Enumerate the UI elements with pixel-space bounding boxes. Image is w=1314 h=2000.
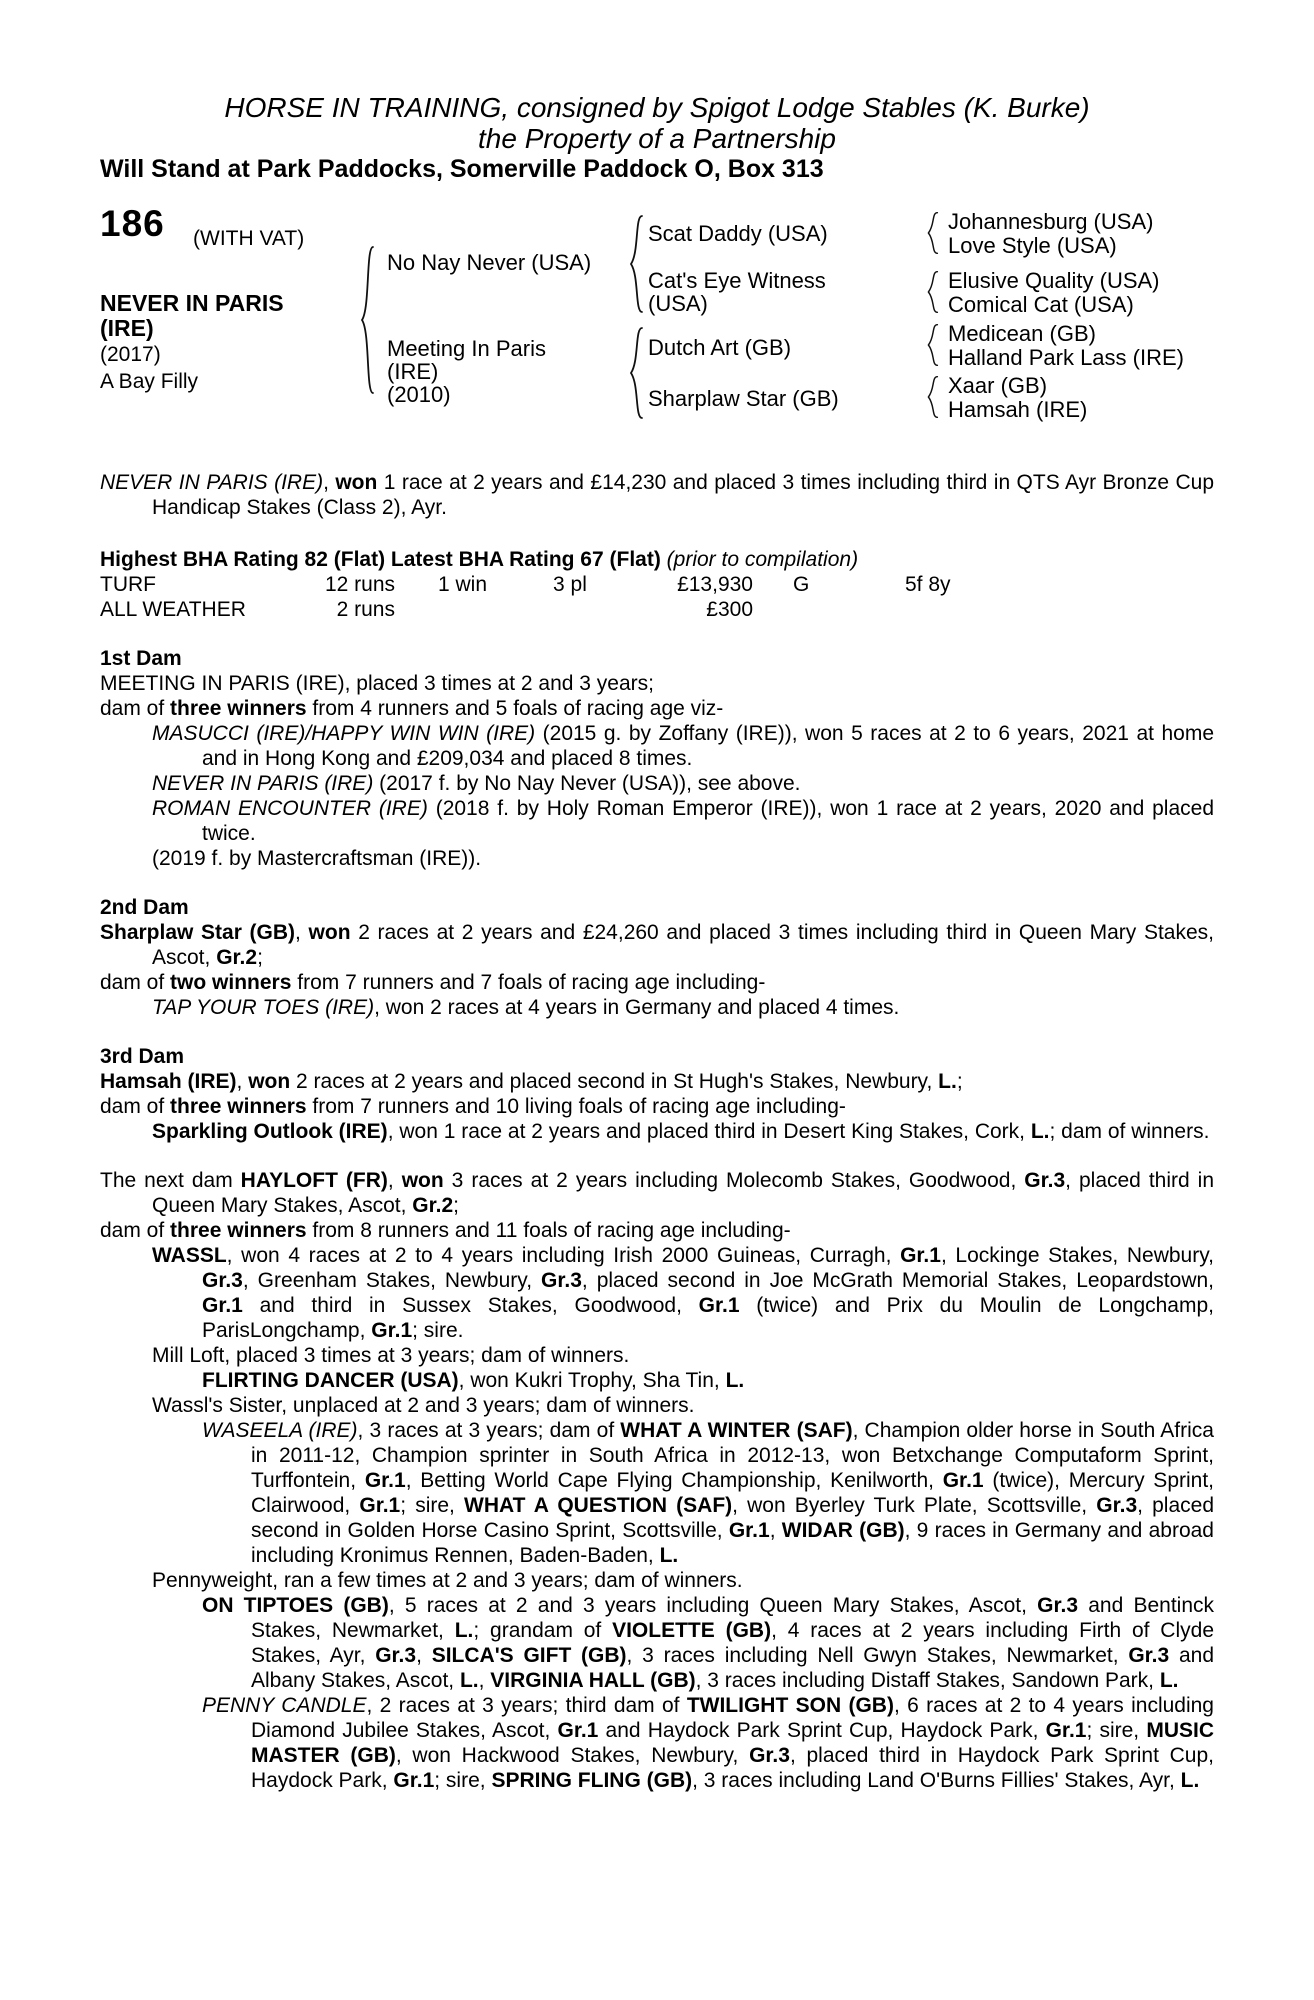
produce-waseela: WASEELA (IRE), 3 races at 3 years; dam of WHAT A WINTER (SAF), Champion older horse in South Africa in 2011-12, Champion sprinter in South Africa in 2012-13, won Betxchange Computaform Sprint, Turffontein, Gr.1, Betting World Cape Flying Championship, Kenilworth, Gr.1 (twice), Mercury Sprint, Clairwood, Gr.1; sire, WHAT A QUESTION (SAF), won Byerley Turk Plate, Scottsville, Gr.3, placed second in Golden Horse Casino Sprint, Scottsville, Gr.1, WIDAR (GB), 9 races in Germany and abroad including Kronimus Rennen, Baden-Baden, L. <box>202 1419 1215 1567</box>
produce-mill-loft: Mill Loft, placed 3 times at 3 years; dam of winners. <box>152 1344 630 1367</box>
second-dam-produce-intro: dam of two winners from 7 runners and 7 foals of racing age including- <box>100 971 766 994</box>
vat-note: (WITH VAT) <box>193 227 305 250</box>
great-grandparent-pair: Elusive Quality (USA) Comical Cat (USA) <box>948 268 1160 317</box>
grandparent-name: Sharplaw Star (GB) <box>648 386 839 411</box>
horse-name-block <box>100 291 284 395</box>
pedigree-table <box>100 203 1214 422</box>
produce-roman-encounter: ROMAN ENCOUNTER (IRE) (2018 f. by Holy Roman Emperor (IRE)), won 1 race at 2 years, 2020 and placed twice. <box>152 797 1215 845</box>
third-dam-race-record: Hamsah (IRE), won 2 races at 2 years and placed second in St Hugh's Stakes, Newbury, L.; <box>100 1070 963 1093</box>
first-dam-produce-intro: dam of three winners from 4 runners and 5 foals of racing age viz- <box>100 697 724 720</box>
great-grandparent-pair: Xaar (GB) Hamsah (IRE) <box>948 373 1088 422</box>
great-grandparent-pair: Johannesburg (USA) Love Style (USA) <box>948 209 1154 258</box>
third-dam-produce-intro: dam of three winners from 7 runners and 10 living foals of racing age including- <box>100 1095 846 1118</box>
produce-masucci: MASUCCI (IRE)/HAPPY WIN WIN (IRE) (2015 g. by Zoffany (IRE)), won 5 races at 2 to 6 years, 2021 at home and in Hong Kong and £209,034 and placed 8 times. <box>152 722 1214 770</box>
produce-2019-foal: (2019 f. by Mastercraftsman (IRE)). <box>152 847 482 870</box>
earnings-cell: £300 <box>706 598 753 621</box>
produce-wassl: WASSL, won 4 races at 2 to 4 years including Irish 2000 Guineas, Curragh, Gr.1, Lockinge Stakes, Newbury, Gr.3, Greenham Stakes, Newbury, Gr.3, placed second in Joe McGrath Memorial Stakes, Leopardstown, Gr.1 and third in Sussex Stakes, Goodwood, Gr.1 (twice) and Prix du Moulin de Longchamp, ParisLongchamp, Gr.1; sire. <box>152 1244 1214 1342</box>
property-line: the Property of a Partnership <box>478 123 836 154</box>
first-dam-race-record: MEETING IN PARIS (IRE), placed 3 times at 2 and 3 years; <box>100 672 654 695</box>
race-record-row <box>100 572 1214 597</box>
race-record: NEVER IN PARIS (IRE), won 1 race at 2 years and £14,230 and placed 3 times including third in QTS Ayr Bronze Cup Handicap Stakes (Class 2), Ayr. <box>100 471 1214 519</box>
surface-cell: TURF <box>100 573 156 596</box>
grandparent-name: Cat's Eye Witness (USA) <box>648 268 826 316</box>
next-dam-paragraph: The next dam HAYLOFT (FR), won 3 races at 2 years including Molecomb Stakes, Goodwood, Gr.3, placed third in Queen Mary Stakes, Ascot, Gr.2; <box>100 1169 1215 1217</box>
produce-sparkling-outlook: Sparkling Outlook (IRE), won 1 race at 2 years and placed third in Desert King Stakes, Cork, L.; dam of winners. <box>152 1120 1210 1143</box>
sire-dam-name: No Nay Never (USA) <box>387 250 592 275</box>
pedigree-brace <box>926 266 939 318</box>
sire-dam-name: Meeting In Paris (IRE) (2010) <box>387 336 546 407</box>
runs-cell: 12 runs <box>324 573 395 596</box>
pedigree-brace <box>628 327 644 419</box>
pedigree-brace <box>358 246 376 394</box>
produce-never-in-paris: NEVER IN PARIS (IRE) (2017 f. by No Nay Never (USA)), see above. <box>152 772 801 795</box>
runs-cell: 2 runs <box>336 598 395 621</box>
second-dam-race-record: Sharplaw Star (GB), won 2 races at 2 years and £24,260 and placed 3 times including third in Queen Mary Stakes, Ascot, Gr.2; <box>100 921 1214 969</box>
pedigree-brace <box>926 207 939 259</box>
pedigree-brace <box>628 215 644 313</box>
catalog-body <box>100 470 1214 1793</box>
bha-rating-heading: Highest BHA Rating 82 (Flat) Latest BHA Rating 67 (Flat) (prior to compilation) <box>100 548 859 571</box>
horse-name: NEVER IN PARIS <box>100 290 284 316</box>
produce-pennyweight: Pennyweight, ran a few times at 2 and 3 years; dam of winners. <box>152 1569 743 1592</box>
produce-penny-candle: PENNY CANDLE, 2 races at 3 years; third dam of TWILIGHT SON (GB), 6 races at 2 to 4 years including Diamond Jubilee Stakes, Ascot, Gr.1 and Haydock Park Sprint Cup, Haydock Park, Gr.1; sire, MUSIC MASTER (GB), won Hackwood Stakes, Newbury, Gr.3, placed third in Haydock Park Sprint Cup, Haydock Park, Gr.1; sire, SPRING FLING (GB), 3 races including Land O'Burns Fillies' Stakes, Ayr, L. <box>202 1694 1214 1792</box>
places-cell: 3 pl <box>553 573 587 596</box>
surface-cell: ALL WEATHER <box>100 598 246 621</box>
horse-description: A Bay Filly <box>100 370 199 393</box>
produce-wassls-sister: Wassl's Sister, unplaced at 2 and 3 years; dam of winners. <box>152 1394 695 1417</box>
produce-on-tiptoes: ON TIPTOES (GB), 5 races at 2 and 3 years including Queen Mary Stakes, Ascot, Gr.3 and Bentinck Stakes, Newmarket, L.; grandam of VIOLETTE (GB), 4 races at 2 years including Firth of Clyde Stakes, Ayr, Gr.3, SILCA'S GIFT (GB), 3 races including Nell Gwyn Stakes, Newmarket, Gr.3 and Albany Stakes, Ascot, L., VIRGINIA HALL (GB), 3 races including Distaff Stakes, Sandown Park, L. <box>202 1594 1215 1692</box>
second-dam-heading: 2nd Dam <box>100 896 189 919</box>
first-dam-heading: 1st Dam <box>100 647 182 670</box>
pedigree-brace <box>926 371 939 423</box>
earnings-cell: £13,930 <box>677 573 753 596</box>
produce-tap-your-toes: TAP YOUR TOES (IRE), won 2 races at 4 years in Germany and placed 4 times. <box>152 996 900 1019</box>
third-dam-heading: 3rd Dam <box>100 1045 185 1068</box>
stand-location-line: Will Stand at Park Paddocks, Somerville Paddock O, Box 313 <box>100 155 824 183</box>
produce-flirting-dancer: FLIRTING DANCER (USA), won Kukri Trophy, Sha Tin, L. <box>202 1369 745 1392</box>
pedigree-brace <box>926 319 939 371</box>
grandparent-name: Scat Daddy (USA) <box>648 221 828 246</box>
horse-name-suffix: (IRE) <box>100 315 154 341</box>
lot-number: 186 <box>100 203 165 244</box>
horse-year: (2017) <box>100 343 161 366</box>
wins-cell: 1 win <box>438 573 488 596</box>
race-record-row <box>100 597 1214 622</box>
grandparent-name: Dutch Art (GB) <box>648 335 792 360</box>
consignor-line: HORSE IN TRAINING, consigned by Spigot Lodge Stables (K. Burke) <box>224 92 1090 123</box>
distance-cell: 5f 8y <box>905 573 951 596</box>
next-dam-produce-intro: dam of three winners from 8 runners and 11 foals of racing age including- <box>100 1219 791 1242</box>
great-grandparent-pair: Medicean (GB) Halland Park Lass (IRE) <box>948 321 1184 370</box>
going-cell: G <box>793 573 810 596</box>
